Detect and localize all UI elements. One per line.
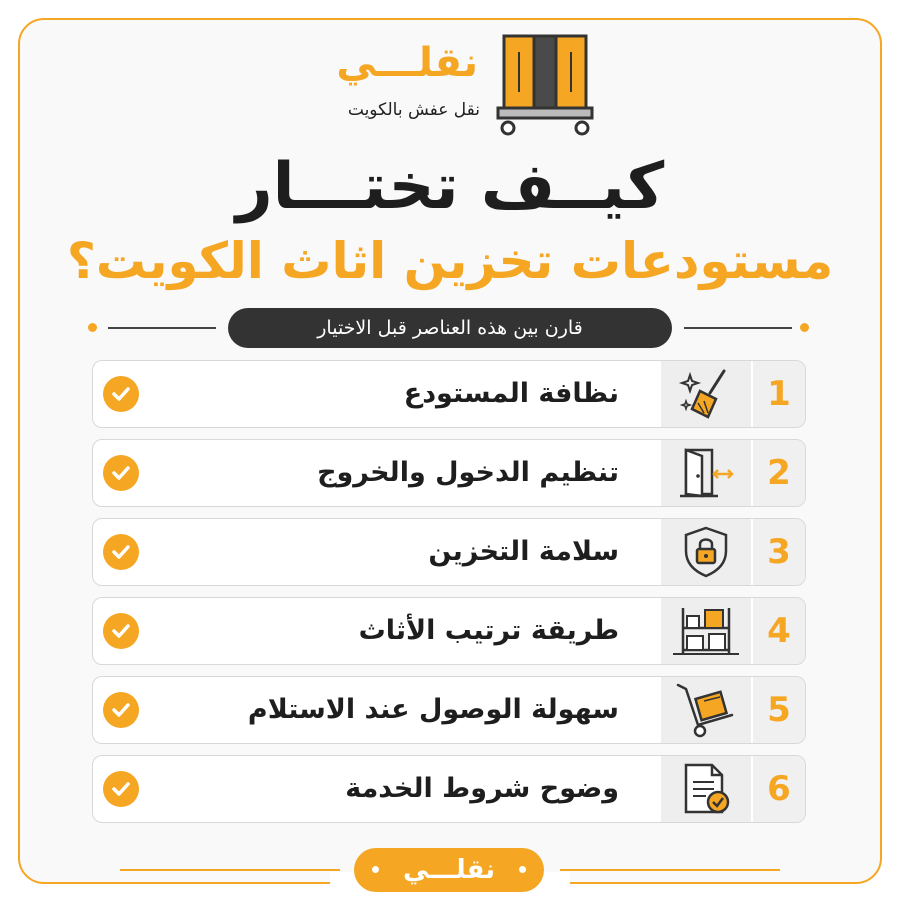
item-label: سلامة التخزين [428, 536, 619, 567]
item-number: 5 [753, 677, 805, 743]
broom-sparkles-icon [678, 367, 734, 421]
subtitle-row [88, 308, 812, 348]
logo [300, 30, 610, 140]
list-item [92, 755, 806, 823]
brand-name: نقلـــي [336, 40, 478, 86]
shelves-boxes-icon [671, 604, 741, 658]
wardrobe-cart-icon [490, 32, 600, 138]
footer-brand-pill [354, 848, 544, 892]
check-icon [103, 613, 139, 649]
door-arrows-icon [678, 446, 734, 500]
item-label: نظافة المستودع [403, 378, 619, 409]
footer-brand: نقلـــي [402, 855, 496, 885]
item-label: طريقة ترتيب الأثاث [358, 615, 619, 646]
hand-truck-icon [674, 681, 738, 739]
item-number: 3 [753, 519, 805, 585]
icon-cell [661, 519, 751, 585]
item-number: 6 [753, 756, 805, 822]
list-item [92, 360, 806, 428]
footer-line [560, 869, 780, 871]
icon-cell [661, 440, 751, 506]
footer-line [120, 869, 340, 871]
list-item [92, 439, 806, 507]
check-icon [103, 771, 139, 807]
item-number: 4 [753, 598, 805, 664]
icon-cell [661, 361, 751, 427]
divider-dot [88, 323, 97, 332]
item-number: 1 [753, 361, 805, 427]
check-icon [103, 534, 139, 570]
item-label: سهولة الوصول عند الاستلام [247, 694, 619, 725]
divider-line [108, 327, 216, 329]
item-label: تنظيم الدخول والخروج [317, 457, 619, 488]
icon-cell [661, 756, 751, 822]
divider-dot [800, 323, 809, 332]
brand-tagline: نقل عفش بالكويت [347, 100, 480, 120]
list-item [92, 676, 806, 744]
check-icon [103, 455, 139, 491]
check-icon [103, 692, 139, 728]
item-number: 2 [753, 440, 805, 506]
criteria-list [92, 360, 806, 834]
headline-line1: كيــف تختـــار [235, 150, 665, 224]
shield-lock-icon [678, 525, 734, 579]
subtitle-pill: قارن بين هذه العناصر قبل الاختيار [228, 308, 672, 348]
item-label: وضوح شروط الخدمة [345, 773, 619, 804]
footer-dot [519, 866, 526, 873]
footer-dot [372, 866, 379, 873]
icon-cell [661, 598, 751, 664]
icon-cell [661, 677, 751, 743]
list-item [92, 597, 806, 665]
headline-line2: مستودعات تخزين اثاث الكويت؟ [66, 232, 834, 290]
document-check-icon [678, 762, 734, 816]
list-item [92, 518, 806, 586]
check-icon [103, 376, 139, 412]
divider-line [684, 327, 792, 329]
